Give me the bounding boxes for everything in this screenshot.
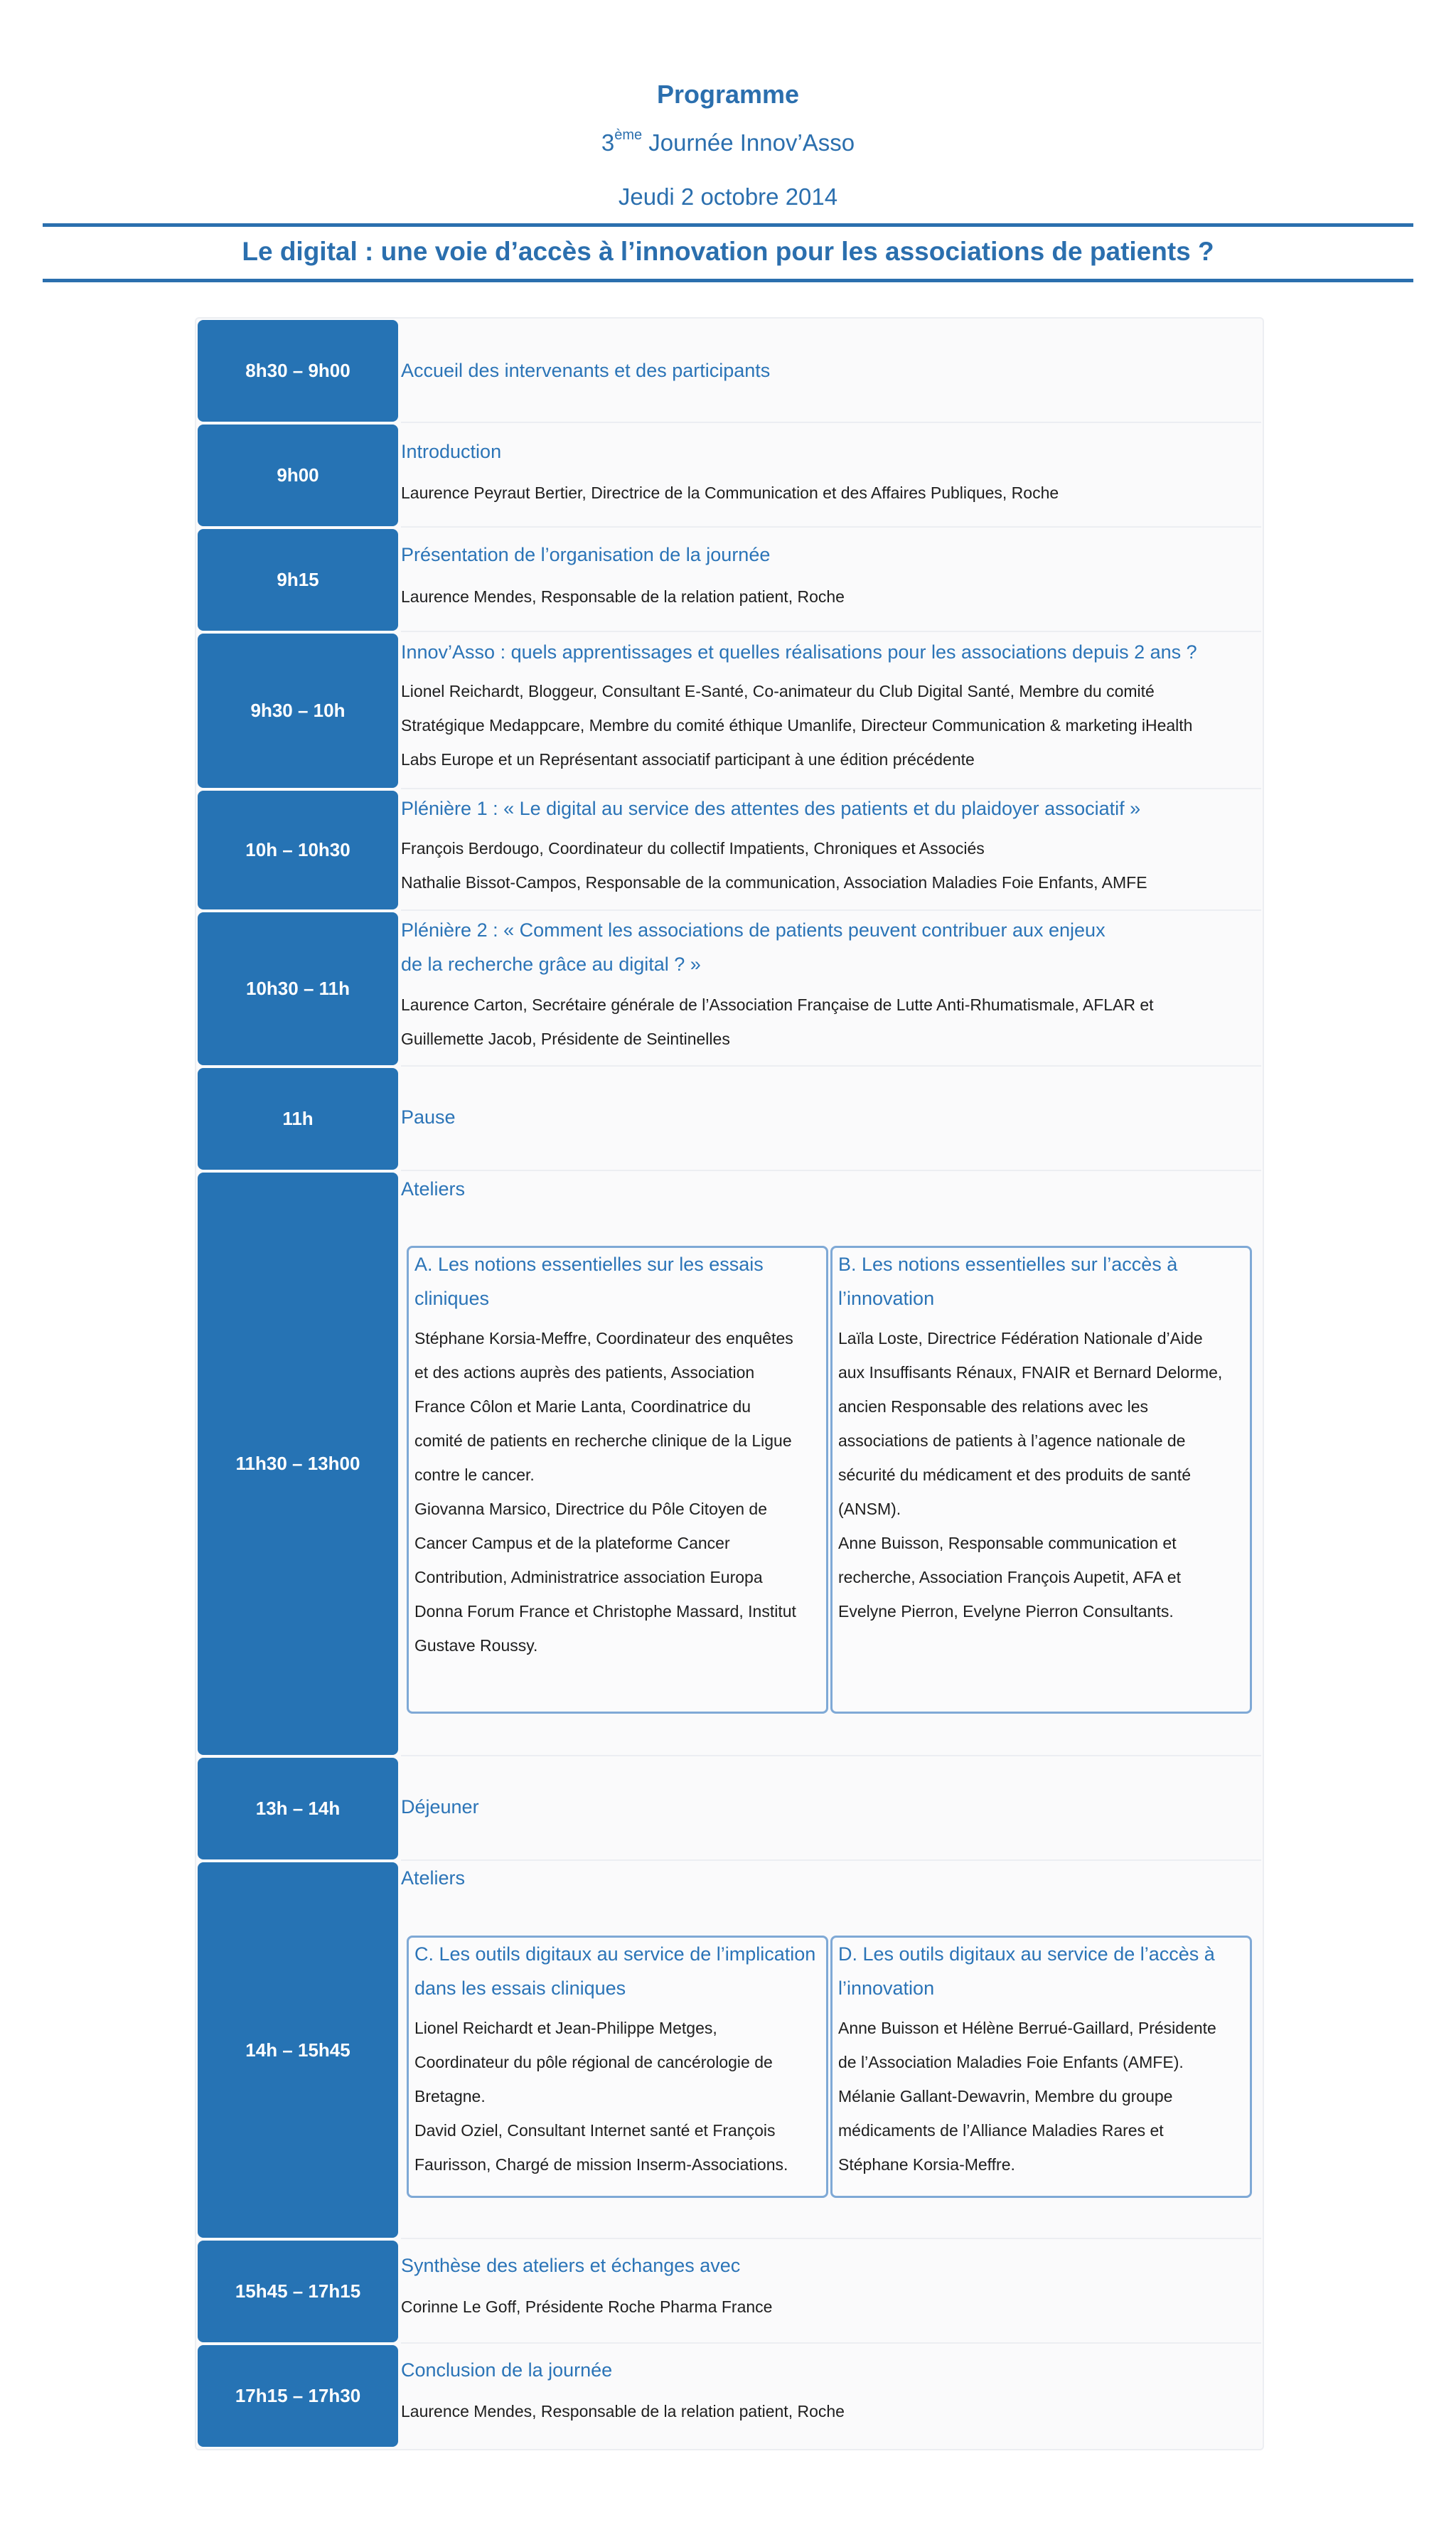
workshop-card-d (830, 1936, 1252, 2198)
workshop-line: aux Insuffisants Rénaux, FNAIR et Bernard Delorme, (838, 1363, 1223, 1382)
workshop-line: Evelyne Pierron, Evelyne Pierron Consultants. (838, 1602, 1174, 1621)
workshop-line: et des actions auprès des patients, Association (414, 1363, 755, 1382)
workshop-line: associations de patients à l’agence nationale de (838, 1431, 1186, 1450)
event-edition (0, 129, 1456, 156)
programme-row (198, 1862, 1261, 2238)
workshop-title-cont: l’innovation (838, 1977, 935, 1999)
workshop-title: D. Les outils digitaux au service de l’accès à (838, 1943, 1215, 1965)
programme-row (198, 1173, 1261, 1755)
programme-row (198, 529, 1261, 631)
edition-suffix: ème (614, 127, 643, 143)
top-rule (43, 223, 1413, 227)
speaker-line: Laurence Peyraut Bertier, Directrice de la Communication et des Affaires Publiques, Roche (401, 484, 1059, 502)
programme-row (198, 912, 1261, 1065)
workshop-line: Laïla Loste, Directrice Fédération Nationale d’Aide (838, 1329, 1203, 1347)
session-title: Accueil des intervenants et des participants (401, 360, 771, 381)
speaker-line: Stratégique Medappcare, Membre du comité éthique Umanlife, Directeur Communication & marketing iHealth (401, 716, 1193, 735)
workshop-line: Anne Buisson, Responsable communication et (838, 1534, 1177, 1552)
workshop-card-c (407, 1936, 828, 2198)
session-content (401, 1068, 1261, 1171)
time-slot: 14h – 15h45 (198, 1862, 398, 2238)
session-content (401, 912, 1261, 1067)
session-content (401, 1862, 1261, 2239)
session-title: Ateliers (401, 1178, 466, 1200)
programme-row (198, 2345, 1261, 2447)
session-content (401, 2345, 1261, 2447)
workshop-line: de l’Association Maladies Foie Enfants (AMFE). (838, 2053, 1184, 2071)
edition-number: 3 (601, 129, 615, 156)
bottom-rule (43, 279, 1413, 282)
programme-row (198, 634, 1261, 788)
session-content (401, 320, 1261, 423)
speaker-line: Laurence Carton, Secrétaire générale de l’Association Française de Lutte Anti-Rhumatismale, AFLAR et (401, 996, 1154, 1014)
session-content (401, 2241, 1261, 2344)
session-content (401, 425, 1261, 528)
workshop-title: A. Les notions essentielles sur les essais (414, 1254, 764, 1275)
session-title-cont: de la recherche grâce au digital ? » (401, 954, 701, 975)
session-content (401, 529, 1261, 632)
session-title: Pause (401, 1106, 456, 1128)
speaker-line: Nathalie Bissot-Campos, Responsable de la communication, Association Maladies Foie Enfants, AMFE (401, 873, 1147, 892)
time-slot: 9h15 (198, 529, 398, 631)
workshop-card-a (407, 1246, 828, 1714)
workshop-line: Donna Forum France et Christophe Massard, Institut (414, 1602, 796, 1621)
programme-row (198, 1758, 1261, 1859)
session-content (401, 1758, 1261, 1861)
programme-row (198, 1068, 1261, 1170)
speaker-line: Laurence Mendes, Responsable de la relation patient, Roche (401, 2402, 845, 2420)
workshop-line: médicaments de l’Alliance Maladies Rares et (838, 2121, 1164, 2140)
speaker-line: Lionel Reichardt, Bloggeur, Consultant E-Santé, Co-animateur du Club Digital Santé, Membre du comité (401, 682, 1155, 700)
page-title: Programme (656, 80, 800, 109)
workshop-title-cont: dans les essais cliniques (414, 1977, 626, 1999)
time-slot: 17h15 – 17h30 (198, 2345, 398, 2447)
event-theme: Le digital : une voie d’accès à l’innovation pour les associations de patients ? (242, 237, 1214, 266)
session-title: Plénière 1 : « Le digital au service des attentes des patients et du plaidoyer associatif » (401, 798, 1141, 819)
session-title: Synthèse des ateliers et échanges avec (401, 2255, 741, 2276)
workshop-line: Lionel Reichardt et Jean-Philippe Metges, (414, 2019, 717, 2037)
programme-row (198, 2241, 1261, 2342)
workshop-title: B. Les notions essentielles sur l’accès à (838, 1254, 1178, 1275)
speaker-line: Corinne Le Goff, Présidente Roche Pharma France (401, 2297, 773, 2316)
time-slot: 15h45 – 17h15 (198, 2241, 398, 2342)
workshop-line: Faurisson, Chargé de mission Inserm-Associations. (414, 2155, 788, 2174)
workshop-line: Stéphane Korsia-Meffre. (838, 2155, 1015, 2174)
workshop-line: ancien Responsable des relations avec les (838, 1397, 1148, 1416)
time-slot: 11h30 – 13h00 (198, 1173, 398, 1755)
session-content (401, 634, 1261, 789)
event-date: Jeudi 2 octobre 2014 (618, 183, 838, 210)
workshop-line: Mélanie Gallant-Dewavrin, Membre du groupe (838, 2087, 1173, 2105)
workshop-title-cont: cliniques (414, 1288, 490, 1309)
workshop-line: contre le cancer. (414, 1466, 535, 1484)
time-slot: 13h – 14h (198, 1758, 398, 1859)
workshop-line: Contribution, Administratrice association Europa (414, 1568, 763, 1586)
workshop-title: C. Les outils digitaux au service de l’implication (414, 1943, 816, 1965)
time-slot: 10h30 – 11h (198, 912, 398, 1065)
workshop-title-cont: l’innovation (838, 1288, 935, 1309)
session-content (401, 791, 1261, 911)
session-content (401, 1173, 1261, 1756)
session-title: Innov’Asso : quels apprentissages et quelles réalisations pour les associations depuis 2 ans ? (401, 641, 1197, 663)
workshop-line: sécurité du médicament et des produits de santé (838, 1466, 1192, 1484)
session-title: Présentation de l’organisation de la journée (401, 544, 771, 565)
workshop-line: (ANSM). (838, 1500, 901, 1518)
workshop-line: Anne Buisson et Hélène Berrué-Gaillard, Présidente (838, 2019, 1216, 2037)
workshop-card-b (830, 1246, 1252, 1714)
workshop-line: Giovanna Marsico, Directrice du Pôle Citoyen de (414, 1500, 768, 1518)
time-slot: 9h30 – 10h (198, 634, 398, 788)
workshop-line: France Côlon et Marie Lanta, Coordinatrice du (414, 1397, 751, 1416)
workshop-line: Coordinateur du pôle régional de cancérologie de (414, 2053, 773, 2071)
programme-row (198, 791, 1261, 909)
session-title: Ateliers (401, 1867, 466, 1889)
session-title: Conclusion de la journée (401, 2359, 613, 2381)
speaker-line: Laurence Mendes, Responsable de la relation patient, Roche (401, 587, 845, 606)
speaker-line: Labs Europe et un Représentant associatif participant à une édition précédente (401, 750, 975, 769)
time-slot: 11h (198, 1068, 398, 1170)
session-title: Déjeuner (401, 1796, 479, 1818)
workshop-line: Stéphane Korsia-Meffre, Coordinateur des enquêtes (414, 1329, 793, 1347)
speaker-line: François Berdougo, Coordinateur du collectif Impatients, Chroniques et Associés (401, 839, 985, 858)
workshop-line: recherche, Association François Aupetit, AFA et (838, 1568, 1181, 1586)
workshop-line: Cancer Campus et de la plateforme Cancer (414, 1534, 730, 1552)
workshop-line: Gustave Roussy. (414, 1636, 538, 1655)
time-slot: 8h30 – 9h00 (198, 320, 398, 422)
workshop-line: comité de patients en recherche clinique de la Ligue (414, 1431, 792, 1450)
workshop-line: David Oziel, Consultant Internet santé et François (414, 2121, 776, 2140)
workshop-line: Bretagne. (414, 2087, 486, 2105)
edition-name: Journée Innov’Asso (642, 129, 855, 156)
time-slot: 9h00 (198, 425, 398, 526)
speaker-line: Guillemette Jacob, Présidente de Seintinelles (401, 1030, 730, 1048)
time-slot: 10h – 10h30 (198, 791, 398, 909)
session-title: Plénière 2 : « Comment les associations de patients peuvent contribuer aux enjeux (401, 919, 1106, 941)
session-title: Introduction (401, 441, 502, 462)
programme-row (198, 425, 1261, 526)
programme-row (198, 320, 1261, 422)
